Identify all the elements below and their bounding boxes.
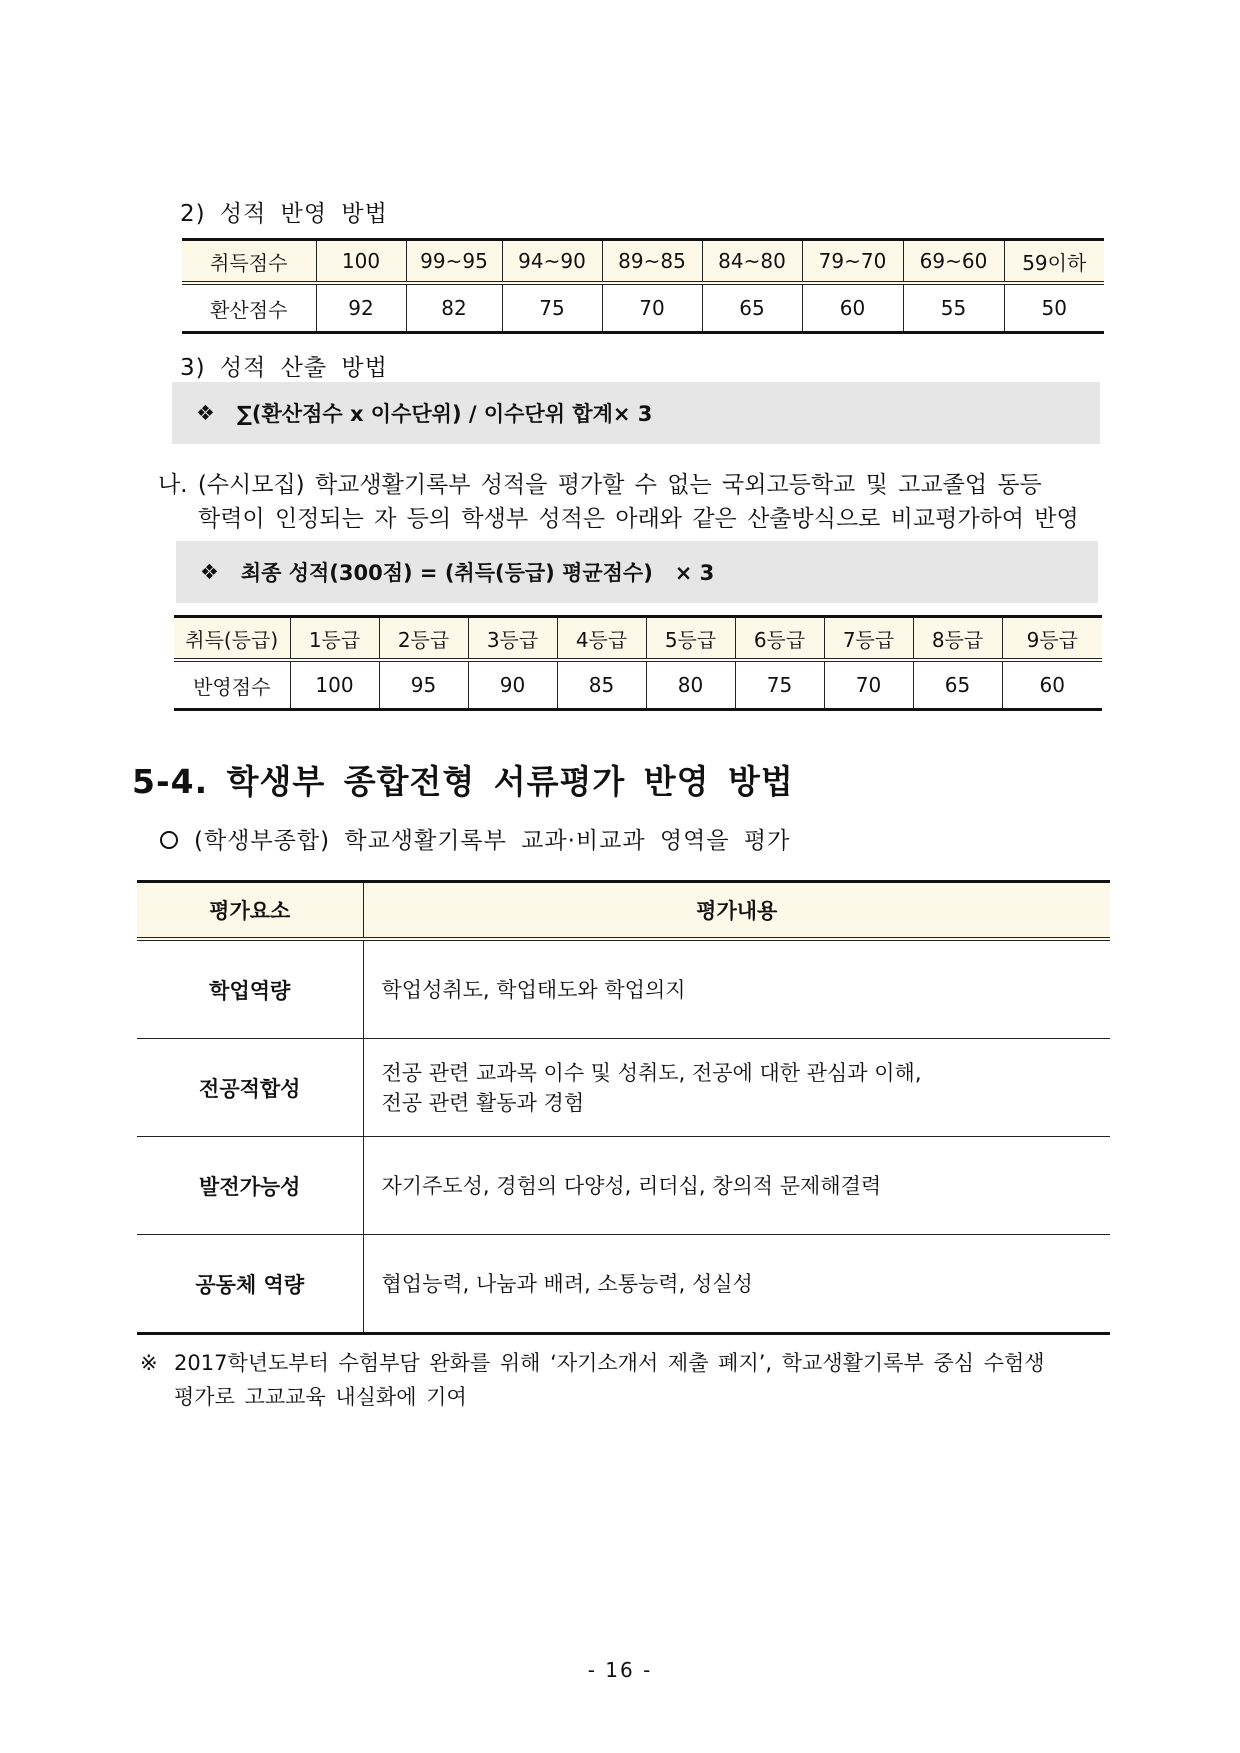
formula-box-final-score [176, 541, 1098, 603]
grade-table-header-row [174, 617, 1102, 661]
table-cell: 9등급 [1002, 617, 1102, 661]
table-cell: 80 [646, 660, 735, 710]
formula-text: 최종 성적(300점) = (취득(등급) 평균점수) × 3 [240, 561, 715, 585]
table-cell: 90 [468, 660, 557, 710]
table-cell: 3등급 [468, 617, 557, 661]
table-cell: 1등급 [290, 617, 379, 661]
table-cell: 85 [557, 660, 646, 710]
table-cell: 55 [903, 283, 1004, 333]
table-row [137, 939, 1110, 1039]
table-cell: 84~80 [702, 240, 802, 284]
table-cell: 92 [316, 283, 406, 333]
content-line: 전공 관련 교과목 이수 및 성취도, 전공에 대한 관심과 이해, [381, 1060, 922, 1085]
table-cell: 5등급 [646, 617, 735, 661]
eval-content-cell [363, 1235, 1110, 1334]
eval-content-cell [363, 1039, 1110, 1137]
reference-mark-icon: ※ [140, 1351, 158, 1375]
table-cell: 70 [602, 283, 702, 333]
grade-table-value-row [174, 660, 1102, 710]
table-cell: 2등급 [379, 617, 468, 661]
table-cell: 59이하 [1004, 240, 1104, 284]
eval-content-cell [363, 939, 1110, 1039]
table-cell: 4등급 [557, 617, 646, 661]
note-line1: 2017학년도부터 수험부담 완화를 위해 ‘자기소개서 제출 폐지’, 학교생활기록부 중심 수험생 [174, 1351, 1045, 1375]
table-cell: 100 [316, 240, 406, 284]
eval-header-content: 평가내용 [363, 882, 1110, 940]
content-line: 학업성취도, 학업태도와 학업의지 [381, 977, 686, 1002]
subsection-heading-grade-calculation: 3) 성적 산출 방법 [180, 355, 388, 381]
eval-element-cell: 공동체 역량 [137, 1235, 363, 1334]
table-cell: 환산점수 [182, 283, 316, 333]
table-cell: 82 [406, 283, 502, 333]
table-cell: 89~85 [602, 240, 702, 284]
table-cell: 60 [802, 283, 903, 333]
formula-box-calculation [172, 382, 1100, 444]
eval-element-cell: 전공적합성 [137, 1039, 363, 1137]
bullet-student-record-evaluation [160, 822, 790, 855]
note-line2: 평가로 고교교육 내실화에 기여 [174, 1385, 467, 1409]
content-line: 자기주도성, 경험의 다양성, 리더십, 창의적 문제해결력 [381, 1173, 882, 1198]
table-cell: 95 [379, 660, 468, 710]
table-cell: 75 [502, 283, 602, 333]
table-cell: 6등급 [735, 617, 824, 661]
table-cell: 69~60 [903, 240, 1004, 284]
formula-text: ∑(환산점수 x 이수단위) / 이수단위 합계× 3 [236, 402, 653, 426]
grade-score-table [174, 615, 1102, 711]
section-title: 5-4. 학생부 종합전형 서류평가 반영 방법 [132, 762, 794, 801]
paragraph-overseas-line1: 나. (수시모집) 학교생활기록부 성적을 평가할 수 없는 국외고등학교 및 고교졸업 동등 [158, 472, 1042, 498]
bullet-text: (학생부종합) 학교생활기록부 교과·비교과 영역을 평가 [194, 828, 791, 854]
evaluation-criteria-table [137, 880, 1110, 1335]
table-cell: 94~90 [502, 240, 602, 284]
table-cell: 65 [702, 283, 802, 333]
table-cell: 반영점수 [174, 660, 290, 710]
table-cell: 65 [913, 660, 1002, 710]
subsection-heading-grade-reflection: 2) 성적 반영 방법 [180, 201, 388, 227]
table-row [137, 1137, 1110, 1235]
table-cell: 70 [824, 660, 913, 710]
score-table-header-row [182, 240, 1104, 284]
table-cell: 취득점수 [182, 240, 316, 284]
eval-table-header-row [137, 882, 1110, 940]
eval-element-cell: 발전가능성 [137, 1137, 363, 1235]
eval-content-cell [363, 1137, 1110, 1235]
table-cell: 60 [1002, 660, 1102, 710]
page-number: - 16 - [587, 1658, 653, 1682]
table-cell: 100 [290, 660, 379, 710]
diamond-bullet-icon: ❖ [196, 401, 215, 425]
table-cell: 취득(등급) [174, 617, 290, 661]
table-cell: 79~70 [802, 240, 903, 284]
score-table-value-row [182, 283, 1104, 333]
table-cell: 50 [1004, 283, 1104, 333]
table-row [137, 1235, 1110, 1334]
score-conversion-table [182, 238, 1104, 334]
table-row [137, 1039, 1110, 1137]
table-cell: 8등급 [913, 617, 1002, 661]
table-cell: 7등급 [824, 617, 913, 661]
diamond-bullet-icon: ❖ [200, 560, 219, 584]
eval-header-element: 평가요소 [137, 882, 363, 940]
content-line: 협업능력, 나눔과 배려, 소통능력, 성실성 [381, 1271, 753, 1296]
content-line: 전공 관련 활동과 경험 [381, 1090, 585, 1115]
table-cell: 75 [735, 660, 824, 710]
table-cell: 99~95 [406, 240, 502, 284]
circle-bullet-icon [160, 831, 178, 849]
paragraph-overseas-line2: 학력이 인정되는 자 등의 학생부 성적은 아래와 같은 산출방식으로 비교평가하여 반영 [198, 506, 1079, 532]
eval-element-cell: 학업역량 [137, 939, 363, 1039]
